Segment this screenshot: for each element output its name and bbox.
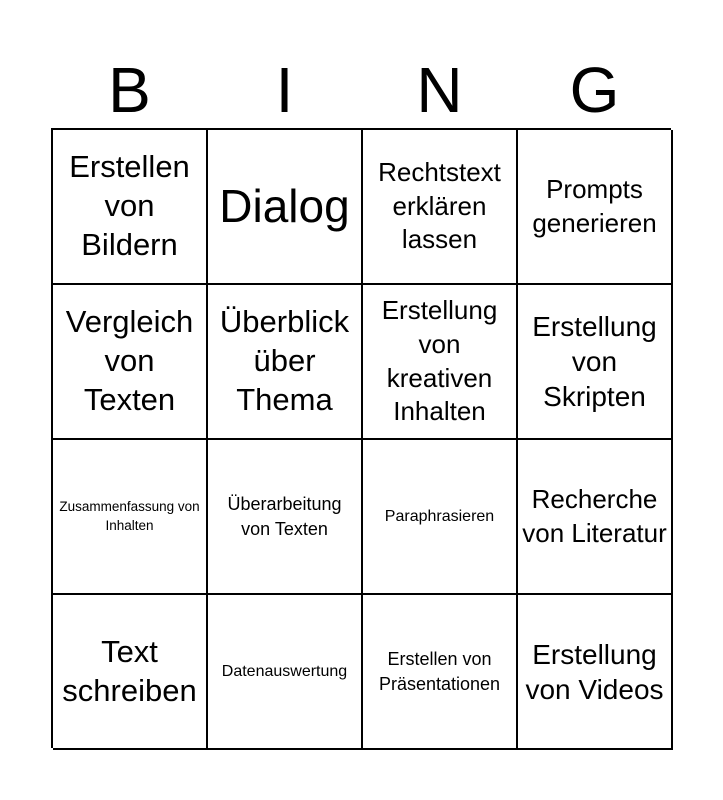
bingo-cell[interactable] — [363, 285, 518, 440]
bingo-cell[interactable] — [208, 285, 363, 440]
header-letter-g: G — [569, 54, 620, 126]
bingo-cell[interactable] — [53, 440, 208, 595]
header-letter-i: I — [275, 54, 294, 126]
bingo-grid — [51, 128, 671, 748]
bingo-cell[interactable] — [518, 440, 673, 595]
cell-text: Erstellung von Skripten — [532, 311, 657, 412]
cell-text: Zusammenfassung von Inhalten — [59, 498, 200, 533]
bingo-cell[interactable] — [208, 440, 363, 595]
bingo-cell[interactable] — [53, 285, 208, 440]
cell-text: Überarbeitung von Texten — [227, 494, 342, 539]
cell-text: Paraphrasieren — [384, 507, 495, 525]
cell-text: Rechtstext erklären lassen — [378, 156, 501, 255]
cell-text: Erstellung von Videos — [525, 638, 664, 705]
bingo-cell[interactable] — [363, 595, 518, 750]
cell-text: Erstellung von kreativen Inhalten — [381, 294, 498, 427]
cell-text: Dialog — [219, 180, 350, 233]
bingo-cell[interactable] — [518, 130, 673, 285]
bingo-cell[interactable] — [208, 595, 363, 750]
cell-text: Text schreiben — [62, 633, 197, 708]
header-letter-b: B — [108, 54, 151, 126]
cell-text: Erstellen von Bildern — [69, 149, 190, 262]
cell-text: Überblick über Thema — [219, 304, 350, 417]
cell-text: Erstellen von Präsentationen — [378, 649, 501, 694]
header-letter-n: N — [416, 54, 463, 126]
bingo-cell[interactable] — [53, 130, 208, 285]
bingo-header — [52, 52, 672, 128]
cell-text: Vergleich von Texten — [65, 304, 194, 417]
bingo-cell[interactable] — [53, 595, 208, 750]
bingo-cell[interactable] — [363, 440, 518, 595]
bingo-cell[interactable] — [208, 130, 363, 285]
cell-text: Prompts generieren — [532, 173, 657, 238]
bingo-cell[interactable] — [363, 130, 518, 285]
bingo-cell[interactable] — [518, 595, 673, 750]
cell-text: Recherche von Literatur — [522, 483, 667, 548]
cell-text: Datenauswertung — [221, 662, 348, 680]
bingo-cell[interactable] — [518, 285, 673, 440]
